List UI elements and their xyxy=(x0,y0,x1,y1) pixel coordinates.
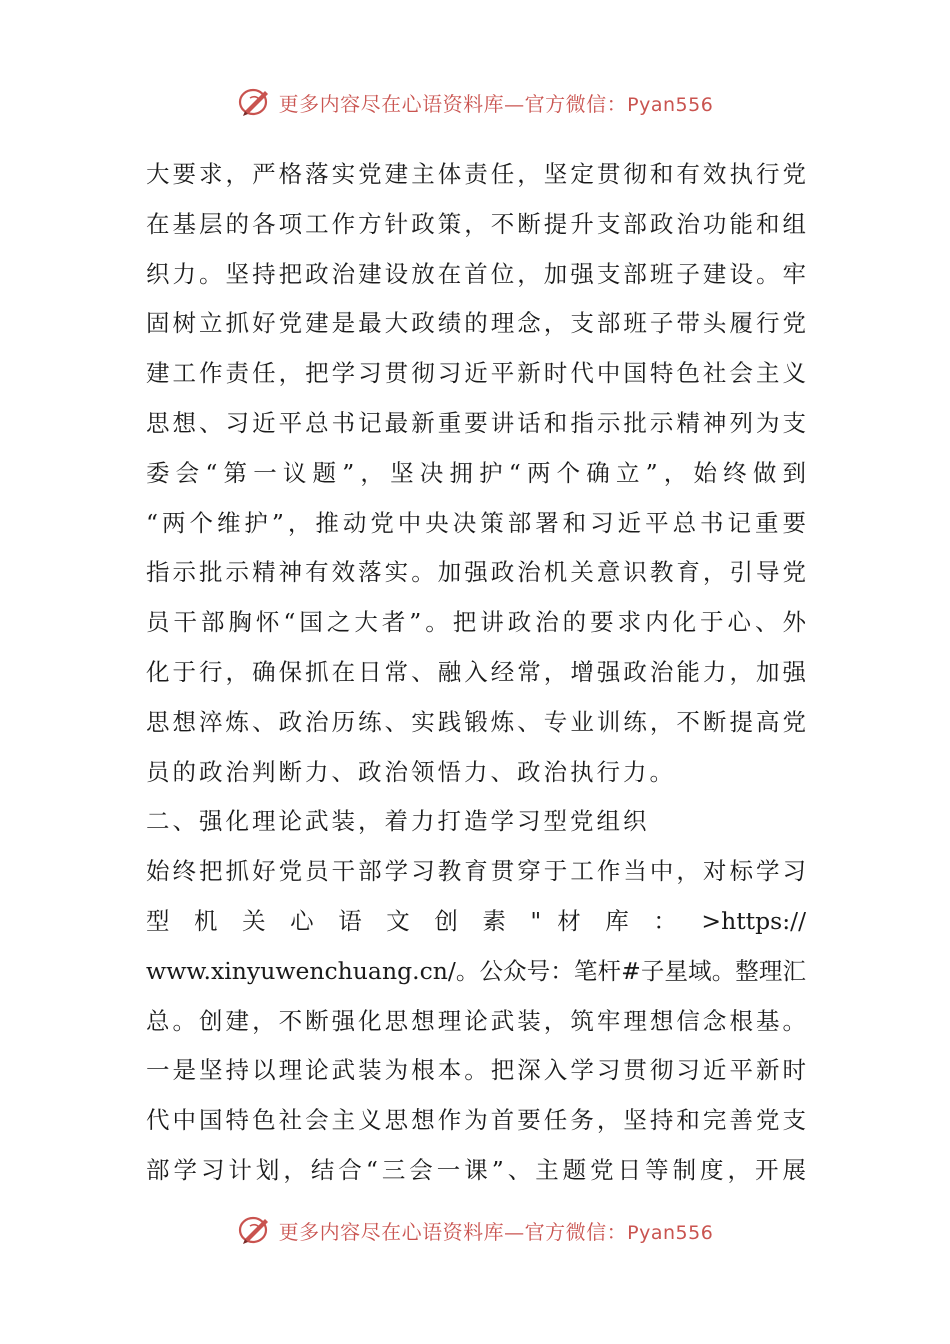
body-line: 织力。坚持把政治建设放在首位，加强支部班子建设。牢 xyxy=(146,259,806,288)
paragraph-last-line: 员的政治判断力、政治领悟力、政治执行力。 xyxy=(146,757,676,786)
body-line: 一是坚持以理论武装为根本。把深入学习贯彻习近平新时 xyxy=(146,1056,806,1085)
body-line: 总。创建，不断强化思想理论武装，筑牢理想信念根基。 xyxy=(146,1006,806,1035)
body-line: 大要求，严格落实党建主体责任，坚定贯彻和有效执行党 xyxy=(146,160,806,188)
header-banner-text: 更多内容尽在心语资料库—官方微信：Pyan556 xyxy=(278,91,714,116)
pen-logo-icon xyxy=(237,85,273,119)
body-line: 代中国特色社会主义思想作为首要任务，坚持和完善党支 xyxy=(146,1106,806,1135)
footer-banner-text: 更多内容尽在心语资料库—官方微信：Pyan556 xyxy=(278,1219,714,1244)
header-wechat-id: Pyan556 xyxy=(627,93,714,116)
body-line: 思想淬炼、政治历练、实践锻炼、专业训练，不断提高党 xyxy=(146,707,806,736)
footer-banner xyxy=(0,1210,950,1250)
header-banner xyxy=(0,82,950,122)
body-line: 在基层的各项工作方针政策，不断提升支部政治功能和组 xyxy=(146,209,806,238)
body-line: 型 机 关 心 语 文 创 素 " 材 库 ： >https:// xyxy=(146,906,806,935)
body-line: 建工作责任，把学习贯彻习近平新时代中国特色社会主义 xyxy=(146,359,806,388)
body-line: “两个维护”，推动党中央决策部署和习近平总书记重要 xyxy=(146,508,806,537)
section-heading: 二、强化理论武装，着力打造学习型党组织 xyxy=(146,807,650,836)
footer-wechat-id: Pyan556 xyxy=(627,1221,714,1244)
body-line: 始终把抓好党员干部学习教育贯穿于工作当中，对标学习 xyxy=(146,857,806,886)
pen-logo-icon xyxy=(237,1213,273,1247)
body-line: 员干部胸怀“国之大者”。把讲政治的要求内化于心、外 xyxy=(146,608,806,637)
body-line: 固树立抓好党建是最大政绩的理念，支部班子带头履行党 xyxy=(146,309,806,338)
body-line: 指示批示精神有效落实。加强政治机关意识教育，引导党 xyxy=(146,558,806,587)
body-line: 化于行，确保抓在日常、融入经常，增强政治能力，加强 xyxy=(146,657,806,686)
body-line: 委会“第一议题”，坚决拥护“两个确立”，始终做到 xyxy=(146,458,806,487)
body-line-url: www.xinyuwenchuang.cn/。公众号：笔杆#子星域。整理汇 xyxy=(146,956,806,985)
document-body xyxy=(146,150,806,1196)
body-line: 部学习计划，结合“三会一课”、主题党日等制度，开展 xyxy=(146,1155,806,1184)
body-line: 思想、习近平总书记最新重要讲话和指示批示精神列为支 xyxy=(146,408,806,437)
